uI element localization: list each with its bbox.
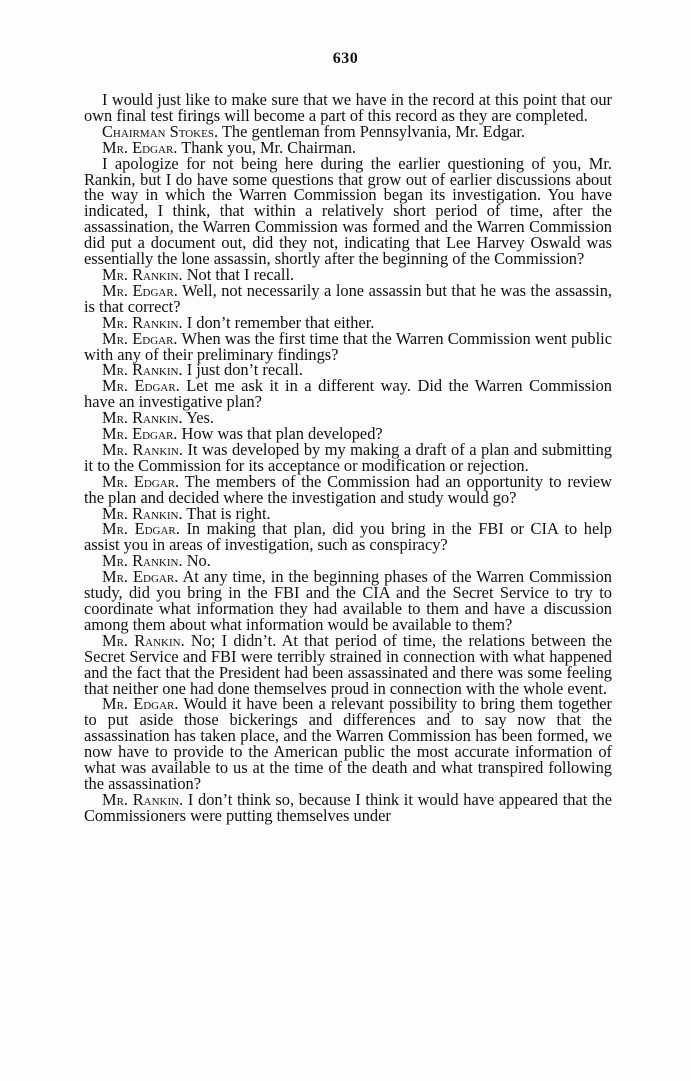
paragraph-text: In making that plan, did you bring in the FBI or CIA to help assist you in areas of investigation, such as conspiracy? <box>84 519 612 555</box>
paragraph-text: I just don’t recall. <box>186 360 303 380</box>
speaker-name: Chairman Stokes. <box>102 121 219 141</box>
paragraph-text: Thank you, Mr. Chairman. <box>181 137 357 157</box>
paragraph-text: Let me ask it in a different way. Did the Warren Commission have an investigative plan? <box>84 376 612 412</box>
speaker-name: Mr. Edgar. <box>102 694 179 714</box>
paragraph-text: I don’t remember that either. <box>186 312 375 332</box>
paragraph-text: At any time, in the beginning phases of the Warren Commission study, did you bring in the FBI and the CIA and the Secret Service to try to coordinate what information they had available to them and have a discussion among them about what information would be available to them? <box>84 567 612 634</box>
paragraph-text: I would just like to make sure that we have in the record at this point that our own final test firings will become a part of this record as they are completed. <box>84 90 612 125</box>
paragraph-text: It was developed by my making a draft of a plan and submitting it to the Commission for its acceptance or modification or rejection. <box>84 439 612 475</box>
speaker-name: Mr. Edgar. <box>102 567 179 587</box>
paragraph-text: No. <box>186 551 211 571</box>
speaker-name: Mr. Rankin. <box>102 503 183 523</box>
transcript-paragraph <box>84 280 612 316</box>
speaker-name: Mr. Rankin. <box>102 264 183 284</box>
transcript-paragraph <box>84 569 612 633</box>
transcript-paragraph <box>84 696 612 791</box>
speaker-name: Mr. Edgar. <box>102 280 178 300</box>
paragraph-text: Not that I recall. <box>186 264 295 284</box>
speaker-name: Mr. Rankin. <box>102 408 183 428</box>
transcript-paragraph <box>84 328 612 364</box>
transcript-paragraph <box>84 378 612 410</box>
transcript-paragraph <box>84 439 612 475</box>
paragraph-text: How was that plan developed? <box>181 424 383 444</box>
speaker-name: Mr. Edgar. <box>102 328 178 348</box>
speaker-name: Mr. Rankin. <box>102 312 183 332</box>
paragraph-text: The gentleman from Pennsylvania, Mr. Edgar. <box>221 121 526 141</box>
transcript-paragraph <box>84 153 612 269</box>
transcript-paragraph <box>84 630 612 698</box>
paragraph-text: Would it have been a relevant possibility to bring them together to put aside those bickerings and differences and to say now that the assassination has taken place, and the Warren Commission has been formed, we now have to provide to the American public the most accurate information of what was available to us at the time of the death and what transpired following the assassination? <box>84 694 612 793</box>
speaker-name: Mr. Rankin. <box>102 551 183 571</box>
transcript-paragraph <box>84 789 612 825</box>
paragraph-text: Well, not necessarily a lone assassin but that he was the assassin, is that correct? <box>84 280 612 316</box>
speaker-name: Mr. Rankin. <box>102 630 185 650</box>
paragraph-text: Yes. <box>186 408 215 428</box>
transcript-body <box>84 92 612 824</box>
transcript-paragraph <box>84 471 612 507</box>
speaker-name: Mr. Rankin. <box>102 439 183 459</box>
paragraph-text: I apologize for not being here during the earlier questioning of you, Mr. Rankin, but I do have some questions that grow out of earlier discussions about the way in which the Warren Commission began its investigation. You have indicated, I think, that within a relatively short period of time, after the assassination, the Warren Commission was formed and the Warren Commission did put a document out, did they not, indicating that Lee Harvey Oswald was essentially the lone assassin, shortly after the beginning of the Commission? <box>84 153 612 269</box>
paragraph-text: That is right. <box>186 503 271 523</box>
paragraph-text: The members of the Commission had an opportunity to review the plan and decided where the investigation and study would go? <box>84 471 612 507</box>
transcript-paragraph <box>84 521 612 553</box>
paragraph-text: When was the first time that the Warren Commission went public with any of their preliminary findings? <box>84 328 612 364</box>
paragraph-text: No; I didn’t. At that period of time, the relations between the Secret Service and FBI were terribly strained in connection with what happened and the fact that the President had been assassinated and there was some feeling that neither one had done themselves proud in connection with the whole event. <box>84 630 612 698</box>
speaker-name: Mr. Edgar. <box>102 471 180 491</box>
page-number: 630 <box>332 50 359 67</box>
speaker-name: Mr. Edgar. <box>102 519 180 539</box>
transcript-paragraph <box>84 92 612 124</box>
speaker-name: Mr. Edgar. <box>102 137 178 157</box>
speaker-name: Mr. Rankin. <box>102 360 183 380</box>
speaker-name: Mr. Rankin. <box>102 789 184 809</box>
paragraph-text: I don’t think so, because I think it would have appeared that the Commissioners were putting themselves under <box>84 789 612 825</box>
speaker-name: Mr. Edgar. <box>102 424 178 444</box>
speaker-name: Mr. Edgar. <box>102 376 180 396</box>
